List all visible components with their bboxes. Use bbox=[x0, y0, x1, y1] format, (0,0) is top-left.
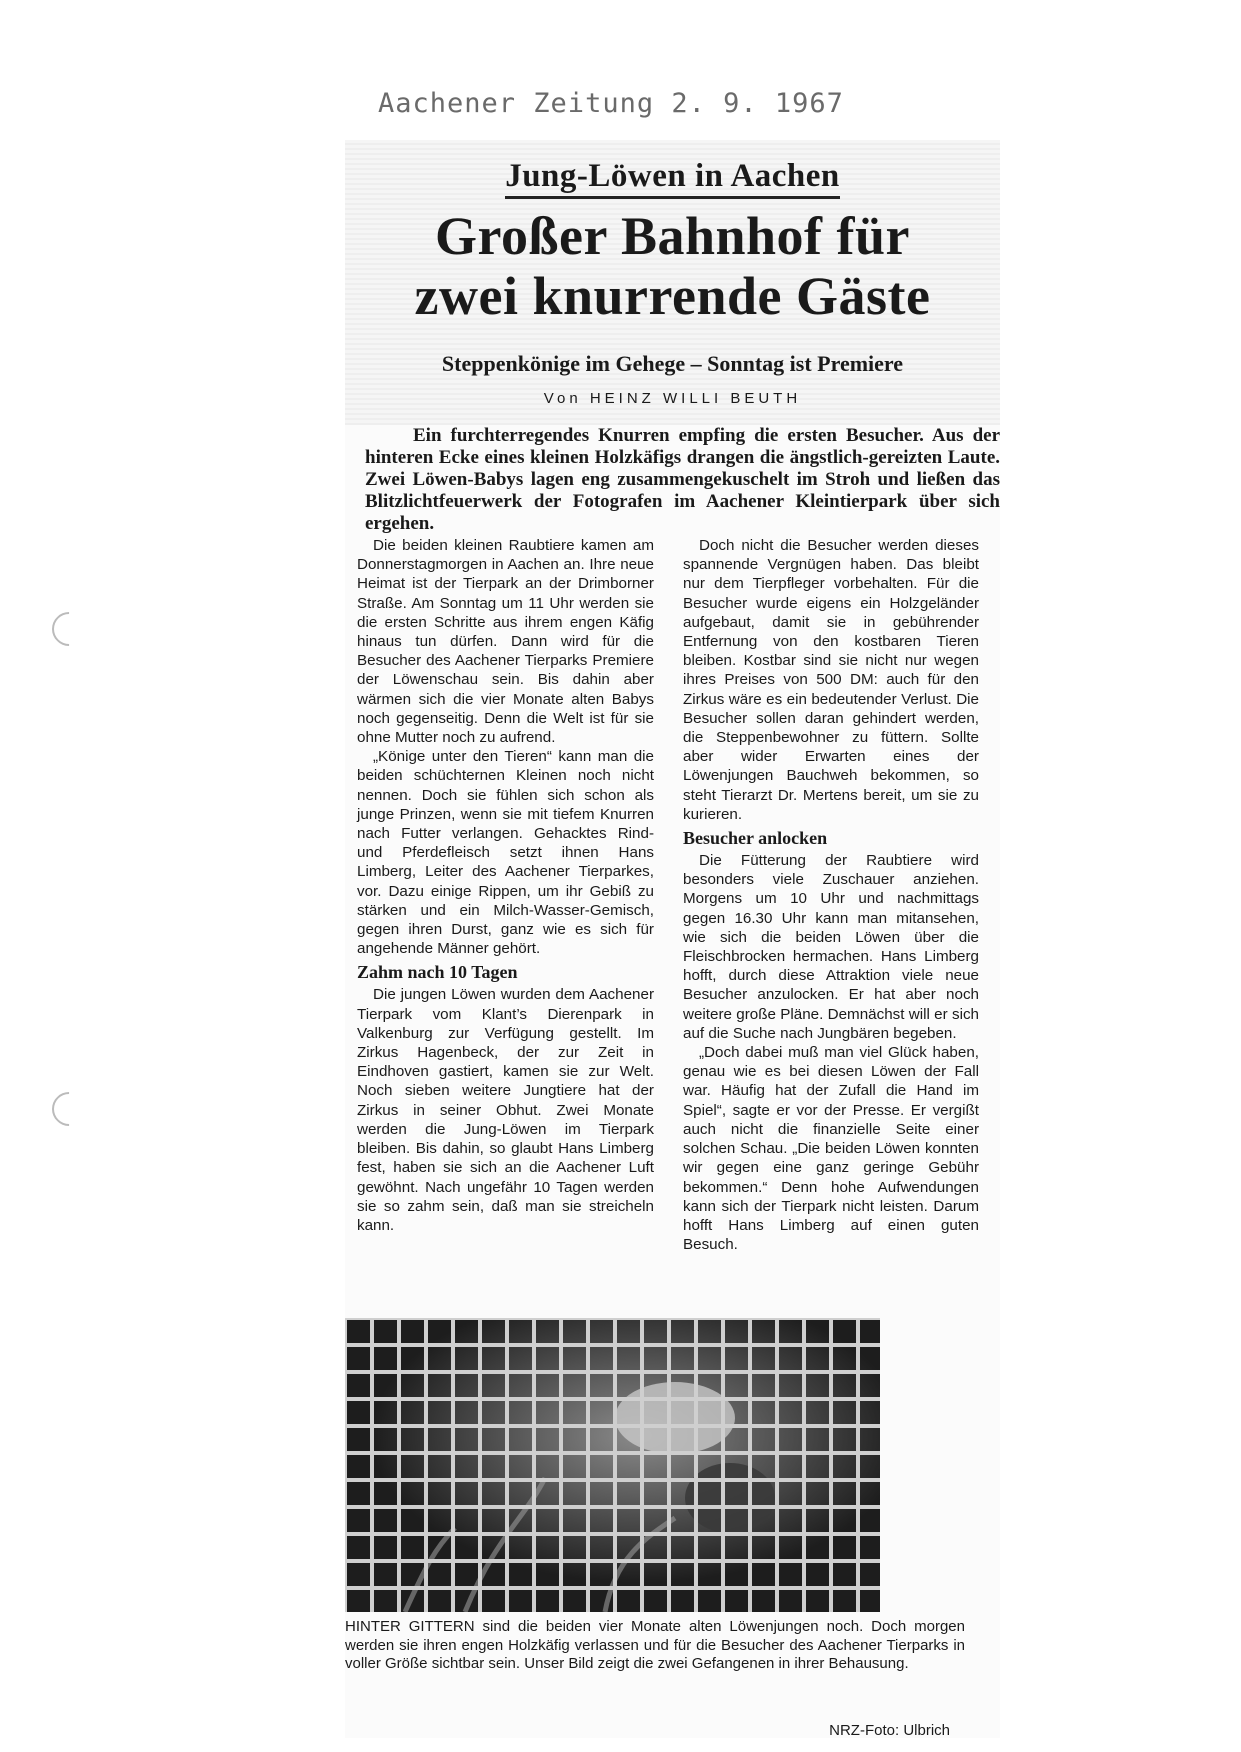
paragraph: Die Fütterung der Raubtiere wird besonders viele Zuschauer anziehen. Morgens um 10 Uhr und nachmittags gegen 16.30 Uhr kann man mitansehen, wie sich die beiden Löwen über die Fleischbrocken hermachen. Hans Limberg hofft, durch diese Attraktion viele neue Besucher anzulocken. Er hat aber noch weitere große Pläne. Demnächst will er sich auf die Suche nach Jungbären begeben. bbox=[683, 852, 979, 1042]
byline: Von HEINZ WILLI BEUTH bbox=[543, 390, 802, 407]
article-column-right bbox=[683, 536, 979, 1254]
caption-text: sind die beiden vier Monate alten Löwenjungen noch. Doch morgen werden sie ihren engen Holzkäfig verlassen und für die Besucher des Aachener Tierparks in voller Größe sichtbar sein. Unser Bild zeigt die zwei Gefangenen in ihrer Behausung. bbox=[345, 1618, 965, 1672]
subheadline: Steppenkönige im Gehege – Sonntag ist Premiere bbox=[441, 351, 904, 376]
punch-hole-mark bbox=[45, 1085, 93, 1133]
headline-line-1: Großer Bahnhof für bbox=[434, 206, 911, 266]
paragraph: Die jungen Löwen wurden dem Aachener Tierpark vom Klant’s Dierenpark in Valkenburg zur Verfügung gestellt. Im Zirkus Hagenbeck, der zur Zeit in Eindhoven gastiert, kamen sie zur Welt. Noch sieben weitere Jungtiere hat der Zirkus in seiner Obhut. Zwei Monate werden die Jung-Löwen im Tierpark bleiben. Bis dahin, so glaubt Hans Limberg fest, haben sie sich an die Aachener Luft gewöhnt. Nach ungefähr 10 Tagen werden sie so zahm sein, daß man sie streicheln kann. bbox=[357, 986, 654, 1234]
article-column-left bbox=[357, 536, 654, 1235]
section-heading: Zahm nach 10 Tagen bbox=[357, 962, 518, 983]
paragraph: „Könige unter den Tieren“ kann man die beiden schüchternen Kleinen noch nicht nennen. Doch sie fühlen sich schon als junge Prinzen, wenn sie mit tiefem Knurren nach Futter verlangen. Gehacktes Rind- und Pferdefleisch setzt ihnen Hans Limberg, Leiter des Aachener Tierparkes, vor. Dazu einige Rippen, um ihr Gebiß zu stärken und ein Milch-Wasser-Gemisch, gegen ihren Durst, ganz wie es sich für angehende Männer gehört. bbox=[357, 748, 654, 958]
paragraph: Die beiden kleinen Raubtiere kamen am Donnerstagmorgen in Aachen an. Ihre neue Heimat ist der Tierpark an der Drimborner Straße. Am Sonntag um 11 Uhr werden sie die ersten Schritte aus ihrem engen Käfig hinaus tun dürfen. Dann wird für die Besucher des Aachener Tierparks Premiere der Löwenschau sein. Bis dahin aber wärmen sich die vier Monate alten Babys noch gegenseitig. Denn die Welt ist für sie ohne Mutter noch zu aufrend. bbox=[357, 537, 654, 747]
paragraph: Doch nicht die Besucher werden dieses spannende Vergnügen haben. Das bleibt nur dem Tierpfleger vorbehalten. Für die Besucher wurde eigens ein Holzgeländer aufgebaut, damit sie in gebührender Entfernung von den kostbaren Tieren bleiben. Kostbar sind sie nicht nur wegen ihres Preises von 500 DM: auch für den Zirkus wäre es ein bedeutender Verlust. Die Besucher sollen daran gehindert werden, die Steppenbewohner zu füttern. Sollte aber wider Erwarten eines der Löwenjungen Bauchweh bekommen, so steht Tierarzt Dr. Mertens bereit, um sie zu kurieren. bbox=[683, 537, 979, 823]
cage-photo-illustration bbox=[345, 1318, 880, 1612]
kicker-text: Jung-Löwen in Aachen bbox=[505, 158, 840, 199]
source-stamp: Aachener Zeitung 2. 9. 1967 bbox=[378, 88, 844, 119]
photo-credit: NRZ-Foto: Ulbrich bbox=[829, 1722, 950, 1739]
punch-hole-mark bbox=[45, 605, 93, 653]
headline-block bbox=[345, 140, 1000, 425]
paragraph: „Doch dabei muß man viel Glück haben, genau wie es bei diesen Löwen der Fall war. Häufig hat der Zufall die Hand im Spiel“, sagte er vor der Presse. Er vergißt auch nicht die finanzielle Seite einer solchen Schau. „Die beiden Löwen konnten wir gegen eine ganz geringe Gebühr bekommen.“ Denn hohe Aufwendungen kann sich der Tierpark nicht leisten. Darum hofft Hans Limberg auf einen guten Besuch. bbox=[683, 1044, 979, 1254]
headline-line-2: zwei knurrende Gäste bbox=[414, 266, 931, 326]
lead-paragraph: Ein furchterregendes Knurren empfing die ersten Besucher. Aus der hinteren Ecke eines kleinen Holzkäfigs drangen die ängstlich-gereizten Laute. Zwei Löwen-Babys lagen eng zusammengekuschelt im Stroh und ließen das Blitzlichtfeuerwerk der Fotografen im Aachener Kleintierpark über sich ergehen. bbox=[365, 425, 1000, 534]
section-heading: Besucher anlocken bbox=[683, 828, 828, 849]
newspaper-clipping bbox=[345, 140, 1000, 1738]
photo-caption bbox=[345, 1618, 965, 1674]
kicker bbox=[345, 158, 1000, 195]
headline bbox=[345, 206, 1000, 326]
caption-lead: HINTER GITTERN bbox=[345, 1618, 475, 1635]
photo-lion-cubs-behind-bars bbox=[345, 1318, 880, 1612]
